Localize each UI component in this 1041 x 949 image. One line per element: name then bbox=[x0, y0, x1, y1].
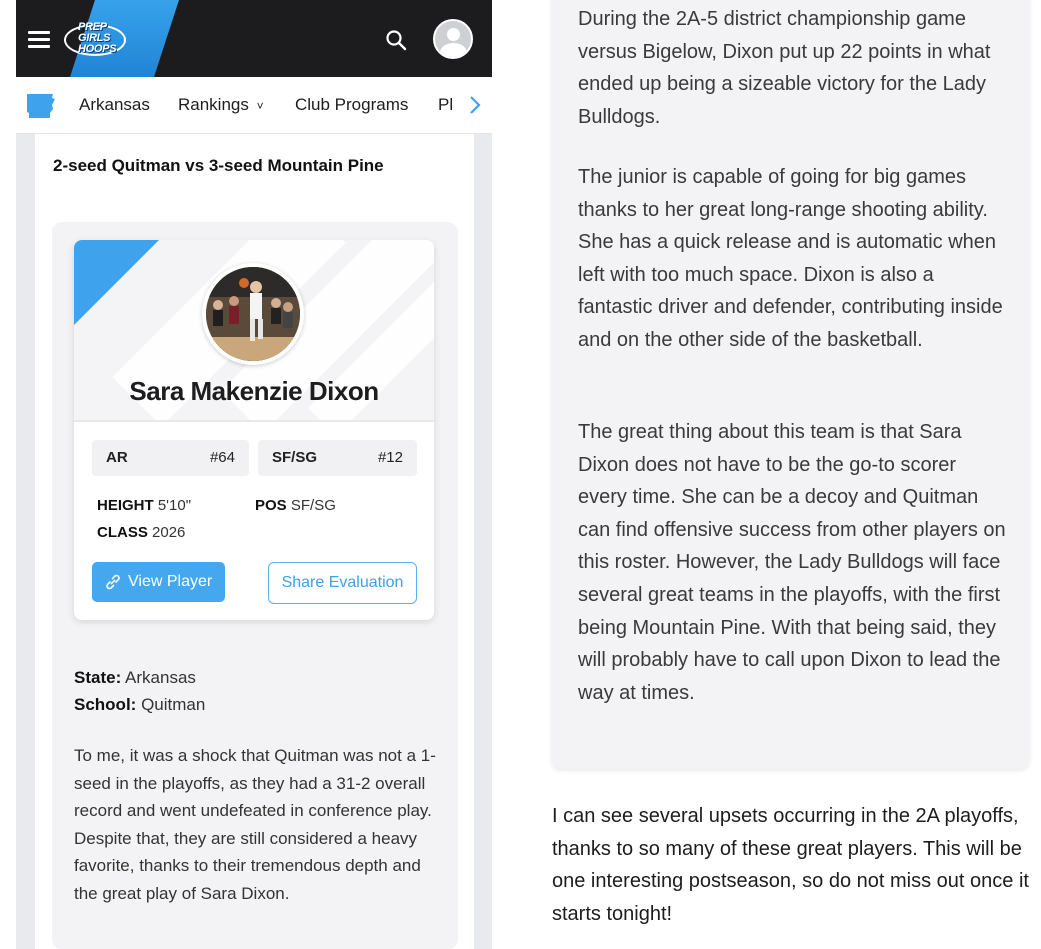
logo-line-prep: PREP bbox=[78, 21, 107, 33]
stat-pos-value: SF/SG bbox=[290, 497, 336, 514]
closing-paragraph: I can see several upsets occurring in the 2A playoffs, thanks to so many of these great players. This will be one interesting postseason, so do not miss out once it starts tonight! bbox=[552, 805, 1029, 925]
view-player-label: View Player bbox=[128, 573, 213, 590]
player-photo bbox=[202, 263, 304, 365]
link-icon bbox=[104, 573, 122, 591]
chevron-right-icon[interactable] bbox=[468, 94, 482, 116]
badge-position-rank: #12 bbox=[377, 449, 403, 466]
badge-state-rank: #64 bbox=[209, 449, 235, 466]
stat-class bbox=[97, 524, 185, 541]
player-name: Sara Makenzie Dixon bbox=[129, 376, 379, 406]
logo-line-girls: GIRLS bbox=[78, 32, 111, 44]
matchup-heading: 2-seed Quitman vs 3-seed Mountain Pine bbox=[53, 156, 384, 175]
search-icon[interactable] bbox=[384, 28, 408, 52]
state-detail bbox=[74, 668, 196, 688]
article-paragraph: To me, it was a shock that Quitman was not a 1-seed in the playoffs, as they had a 31-2 overall record and went undefeated in conference play. Despite that, they are still considered a heavy favorite, thanks to their tremendous depth and the great play of Sara Dixon. bbox=[74, 746, 436, 903]
share-evaluation-button[interactable]: Share Evaluation bbox=[268, 562, 417, 604]
hero-corner-accent bbox=[74, 240, 159, 325]
chevron-down-icon: ˅ bbox=[256, 99, 264, 113]
user-avatar-icon[interactable] bbox=[433, 19, 473, 59]
state-detail-label: State: bbox=[74, 668, 122, 687]
site-logo[interactable] bbox=[60, 0, 180, 77]
writeup-paragraph-3: The great thing about this team is that Sara Dixon does not have to be the go-to scorer every time. She can be a decoy and Quitman can find offensive success from other players on this roster. However, the Lady Bulldogs will face several great teams in the playoffs, with the first being Mountain Pine. With that being said, they will probably have to call upon Dixon to lead the way at times. bbox=[578, 421, 1006, 704]
stat-class-label: CLASS bbox=[97, 524, 148, 541]
school-detail-label: School: bbox=[74, 695, 137, 714]
nav-bar bbox=[16, 77, 492, 134]
badge-position: SF/SG bbox=[272, 449, 318, 466]
stat-pos bbox=[255, 497, 336, 514]
player-card-hero bbox=[74, 240, 434, 422]
stat-height-label: HEIGHT bbox=[97, 497, 154, 514]
stat-pos-label: POS bbox=[255, 497, 287, 514]
state-detail-value: Arkansas bbox=[125, 668, 196, 687]
school-detail bbox=[74, 695, 205, 715]
stat-height bbox=[97, 497, 191, 514]
article-body bbox=[35, 134, 474, 949]
position-rank-badge bbox=[258, 440, 417, 476]
article-continued-right bbox=[533, 0, 1041, 949]
writeup-paragraph-1: During the 2A-5 district championship game versus Bigelow, Dixon put up 22 points in what ended up being a sizeable victory for the Lady Bulldogs. bbox=[578, 8, 991, 128]
player-section bbox=[52, 222, 458, 949]
writeup-paragraph-2: The junior is capable of going for big games thanks to her great long-range shooting ability. She has a quick release and is automatic when left with too much space. Dixon is also a fantastic driver and defender, contributing inside and on the other side of the basketball. bbox=[578, 166, 1003, 351]
nav-item-arkansas[interactable]: Arkansas bbox=[79, 95, 150, 114]
logo-text bbox=[78, 22, 116, 55]
school-detail-value: Quitman bbox=[141, 695, 206, 714]
hamburger-icon[interactable] bbox=[28, 31, 50, 48]
stat-height-value: 5'10" bbox=[157, 497, 192, 514]
nav-item-rankings[interactable] bbox=[178, 95, 264, 115]
view-player-button[interactable] bbox=[92, 562, 225, 602]
nav-item-club-programs[interactable]: Club Programs bbox=[295, 95, 409, 114]
nav-item-rankings-label: Rankings bbox=[178, 95, 249, 114]
arkansas-state-icon[interactable] bbox=[26, 93, 56, 119]
player-card bbox=[74, 240, 434, 620]
state-rank-badge bbox=[92, 440, 249, 476]
badge-state: AR bbox=[106, 449, 128, 466]
site-header bbox=[16, 0, 492, 77]
nav-item-partial[interactable]: Pl bbox=[438, 95, 454, 114]
logo-line-hoops: HOOPS bbox=[78, 43, 117, 55]
stat-class-value: 2026 bbox=[152, 524, 186, 541]
mobile-article-left bbox=[16, 0, 492, 949]
